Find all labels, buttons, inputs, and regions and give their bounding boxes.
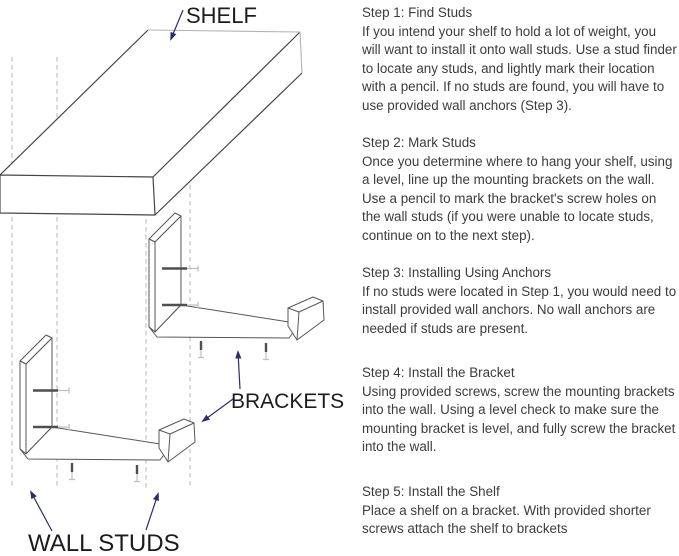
step-3-heading: Step 3: Installing Using Anchors	[362, 265, 552, 280]
bracket-lower	[20, 335, 195, 482]
step-5-block	[362, 483, 678, 539]
bracket-upper	[149, 213, 324, 360]
step-3-block	[362, 264, 678, 338]
wall-studs-label: WALL STUDS	[28, 530, 180, 556]
step-3-body: If no studs were located in Step 1, you would need to install provided wall anchors. No wall anchors are needed if studs are present.	[362, 283, 677, 336]
instructions-panel	[362, 0, 678, 556]
step-5-body: Place a shelf on a bracket. With provided shorter screws attach the shelf to brackets	[362, 502, 651, 536]
step-4-block	[362, 364, 678, 457]
step-4-heading: Step 4: Install the Bracket	[362, 365, 515, 380]
brackets-label: BRACKETS	[231, 390, 345, 413]
wall-studs-arrow-left	[31, 492, 52, 531]
shelf-label: SHELF	[186, 3, 257, 28]
step-2-heading: Step 2: Mark Studs	[362, 135, 476, 150]
step-4-body: Using provided screws, screw the mounting brackets into the wall. Using a level check to make sure the mounting bracket is level, and fully screw the bracket into the wall.	[362, 383, 676, 454]
step-1-block	[362, 4, 678, 115]
step-1-heading: Step 1: Find Studs	[362, 5, 473, 20]
brackets-arrow-upper	[238, 352, 240, 389]
brackets-arrow-lower	[203, 399, 233, 421]
step-2-body: Once you determine where to hang your shelf, using a level, line up the mounting brackets on the wall. Use a pencil to mark the bracket's screw holes on the wall studs (if you were unable to locate studs, continue on to the next step).	[362, 153, 673, 243]
shelf-drawing	[0, 30, 302, 215]
step-5-heading: Step 5: Install the Shelf	[362, 484, 500, 499]
step-2-block	[362, 134, 678, 245]
step-1-body: If you intend your shelf to hold a lot of weight, you will want to install it onto wall studs. Use a stud finder to locate any studs, and lightly mark their location with a pencil. If no studs are found, you will have to use provided wall anchors (Step 3).	[362, 23, 677, 113]
shelf-body	[0, 30, 302, 215]
wall-studs-arrow-right	[146, 494, 158, 530]
